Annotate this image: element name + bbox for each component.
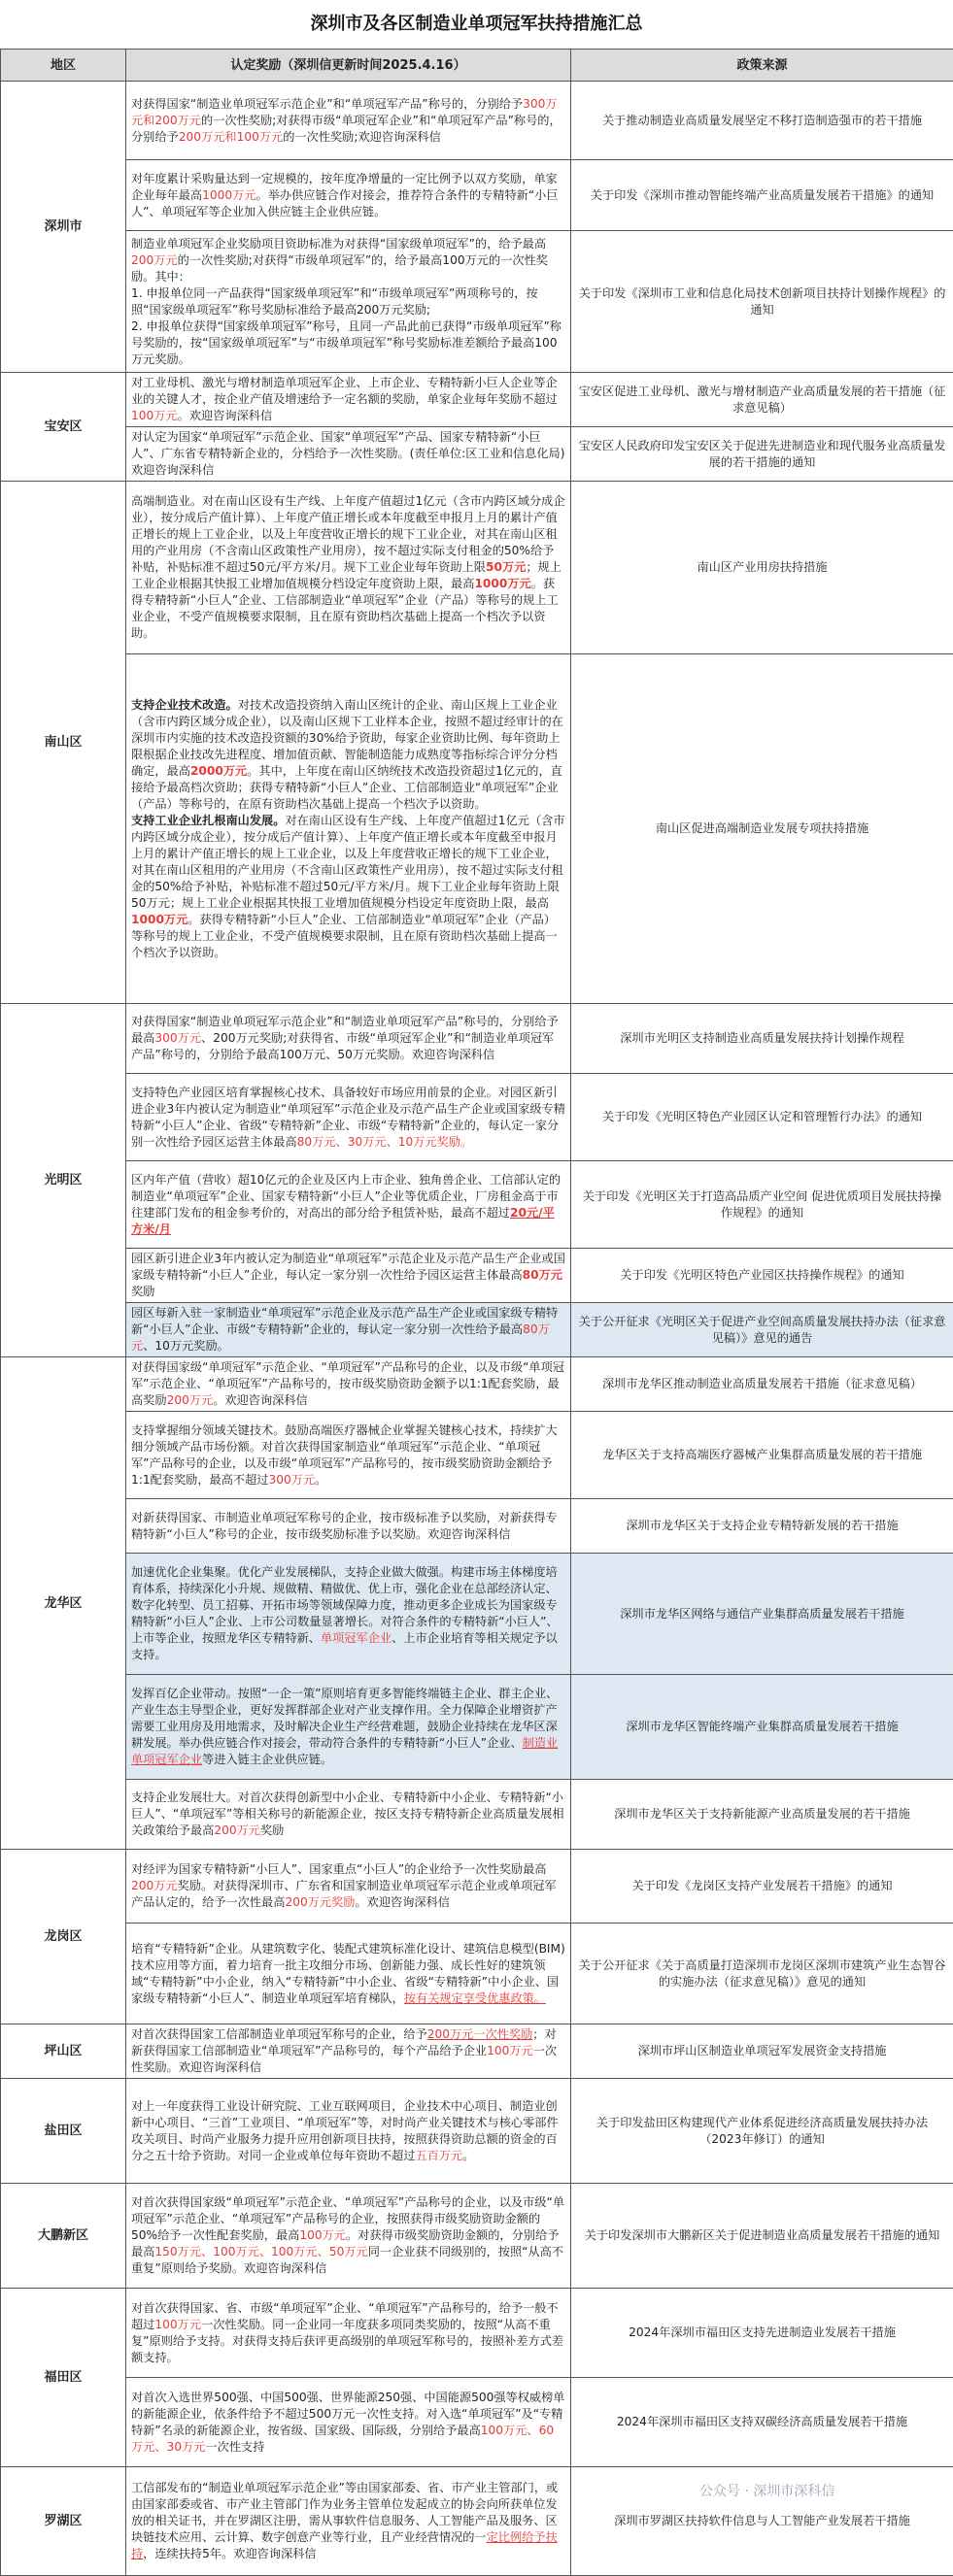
- award-cell: 培育“专精特新”企业。从建筑数字化、装配式建筑标准化设计、建筑信息模型(BIM)技术应用等方面，着力培育一批主攻细分市场、创新能力强、成长性好的建筑领域“专精特新”中小企业，纳入“专精特新”中小企业、省级“专精特新”中小企业、国家级专精特新“小巨人”、制造业单项冠军培育梯队，按有关规定享受优惠政策。: [126, 1924, 571, 2024]
- highlight-text: 100万元、60万元、30万元: [131, 2424, 554, 2454]
- highlight-text: 100万元: [299, 2228, 346, 2242]
- table-row: [1, 654, 953, 1004]
- policy-table: [0, 49, 953, 2576]
- header-award: 认定奖励（深圳信更新时间2025.4.16）: [126, 50, 571, 82]
- table-row: [1, 1412, 953, 1499]
- award-cell: 支持企业技术改造。对技术改造投资纳入南山区统计的企业、南山区规上工业企业（含市内跨区域分成企业），以及南山区规下工业样本企业，按照不超过经审计的在深圳市内实施的技术改造投资额的30%给予资助，每家企业资助比例、每年资助上限根据企业技改先进程度、增加值贡献、智能制造能力成熟度等指标综合评分分档确定，最高2000万元。其中，上年度在南山区纳统技术改造投资超过1亿元的，直接给予最高档次资助；获得专精特新“小巨人”企业、工信部制造业“单项冠军”企业（产品）等称号的，在原有资助档次基础上提高一个档次予以资助。 支持工业企业扎根南山发展。对在南山区设有生产线、上年度产值超过1亿元（含市内跨区域分成企业），按分成后产值计算）、上年度产值正增长或本年度截至申报月上月的累计产值正增长的规上工业企业，以及上年度营收正增长的规下工业企业，对其在南山区租用的产业用房（不含南山区政策性产业用房），按不超过实际支付租金的50%给予补贴，补贴标准不超过50元/平方米/月。规下工业企业每年资助上限50万元；规上工业企业根据其快报工业增加值规模分档设定年度资助上限，最高1000万元。获得专精特新“小巨人”企业、工信部制造业“单项冠军”企业（产品）等称号的规上工业企业，不受产值规模要求限制，且在原有资助档次基础上提高一个档次予以资助。: [126, 654, 571, 1004]
- award-cell: 对首次获得国家工信部制造业单项冠军称号的企业，给予200万元一次性奖励；对新获得国家工信部制造业“单项冠军”产品称号的，每个产品给予企业100万元一次性奖励。欢迎咨询深科信: [126, 2024, 571, 2079]
- source-cell: 关于印发《光明区特色产业园区认定和管理暂行办法》的通知: [571, 1074, 953, 1161]
- award-cell: 对经评为国家专精特新“小巨人”、国家重点“小巨人”的企业给予一次性奖励最高200万元奖励。对获得深圳市、广东省和国家制造业单项冠军示范企业或单项冠军产品认定的，给予一次性最高200万元奖励。欢迎咨询深科信: [126, 1850, 571, 1924]
- highlight-text: 单项冠军企业: [321, 1631, 391, 1645]
- region-cell-luohu: 罗湖区: [1, 2467, 126, 2576]
- award-cell: 对首次获得国家级“单项冠军”示范企业、“单项冠军”产品称号的企业，以及市级“单项冠军”示范企业、“单项冠军”产品称号的企业，按照获得市级奖励资助金额的50%给予一次性配套奖励，最高100万元。对获得市级奖励资助金额的，分别给予最高150万元、100万元、100万元、50万元同一企业获不同级别的，按照“从高不重复”原则给予奖励。欢迎咨询深科信: [126, 2184, 571, 2289]
- highlight-text: 300万元和200万元: [131, 97, 558, 127]
- header-source: 政策来源: [571, 50, 953, 82]
- highlight-text: 200万元: [214, 1823, 260, 1837]
- table-row: [1, 2079, 953, 2184]
- table-row: [1, 1850, 953, 1924]
- highlight-text: 支持企业技术改造。: [131, 698, 238, 712]
- source-cell: 2024年深圳市福田区支持先进制造业发展若干措施: [571, 2289, 953, 2378]
- table-row: [1, 160, 953, 231]
- highlight-text: 300万元: [154, 1031, 201, 1045]
- table-row: [1, 2289, 953, 2378]
- source-cell: 关于印发《深圳市工业和信息化局技术创新项目扶持计划操作规程》的通知: [571, 231, 953, 373]
- highlight-text: 300万元: [269, 1473, 316, 1487]
- table-row: [1, 82, 953, 160]
- award-cell: 园区新引进企业3年内被认定为制造业“单项冠军”示范企业及示范产品生产企业或国家级专精特新“小巨人”企业，每认定一家分别一次性给予园区运营主体最高80万元奖励: [126, 1249, 571, 1303]
- header-region: 地区: [1, 50, 126, 82]
- award-cell: 对首次入选世界500强、中国500强、世界能源250强、中国能源500强等权威榜单的新能源企业，依条件给予不超过500万元一次性支持。对入选“单项冠军”及“专精特新”名录的新能源企业，按省级、国家级、国际级，分别给予最高100万元、60万元、30万元一次性支持: [126, 2378, 571, 2467]
- award-cell: 加速优化企业集聚。优化产业发展梯队，支持企业做大做强。构建市场主体梯度培育体系，持续深化小升规、规做精、精做优、优上市，强化企业在总部经济认定、数字化转型、员工招募、开拓市场等领域保障力度，推动更多企业成长为国家级专精特新“小巨人”企业、上市公司数量显著增长。对符合条件的专精特新“小巨人”、上市等企业，按照龙华区专精特新、单项冠军企业、上市企业培育等相关规定予以支持。: [126, 1554, 571, 1675]
- highlight-text: 200万元: [131, 1879, 178, 1892]
- source-cell: 关于印发《光明区关于打造高品质产业空间 促进优质项目发展扶持操作规程》的通知: [571, 1161, 953, 1249]
- award-cell: 对认定为国家“单项冠军”示范企业、国家“单项冠军”产品、国家专精特新“小巨人”、广东省专精特新企业的，分档给予一次性奖励。(责任单位:区工业和信息化局) 欢迎咨询深科信: [126, 427, 571, 482]
- highlight-text: 20元/平方米/月: [131, 1206, 555, 1236]
- source-cell: 宝安区促进工业母机、激光与增材制造产业高质量发展的若干措施（征求意见稿）: [571, 373, 953, 427]
- award-cell: 园区每新入驻一家制造业“单项冠军”示范企业及示范产品生产企业或国家级专精特新“小巨人”企业、市级“专精特新”企业的，每认定一家分别一次性给予最高80万元、10万元奖励。: [126, 1303, 571, 1357]
- table-row: [1, 1004, 953, 1074]
- award-cell: 对获得国家“制造业单项冠军示范企业”和“制造业单项冠军产品”称号的，分别给予最高300万元、200万元奖励;对获得省、市级“单项冠军企业”和“制造业单项冠军产品”称号的，分别给予最高100万元、50万元奖励。欢迎咨询深科信: [126, 1004, 571, 1074]
- region-cell-dapeng: 大鹏新区: [1, 2184, 126, 2289]
- source-cell: 深圳市龙华区推动制造业高质量发展若干措施（征求意见稿）: [571, 1357, 953, 1412]
- source-cell: 关于印发《光明区特色产业园区扶持操作规程》的通知: [571, 1249, 953, 1303]
- highlight-text: 1000万元: [131, 913, 187, 926]
- highlight-text: 100万元: [154, 2318, 201, 2331]
- source-cell: 深圳市龙华区智能终端产业集群高质量发展若干措施: [571, 1675, 953, 1780]
- highlight-text: 2000万元: [190, 764, 247, 778]
- source-cell: 深圳市龙华区关于支持企业专精特新发展的若干措施: [571, 1499, 953, 1554]
- source-cell: 龙华区关于支持高端医疗器械产业集群高质量发展的若干措施: [571, 1412, 953, 1499]
- award-cell: 对首次获得国家、省、市级“单项冠军”企业、“单项冠军”产品称号的，给予一般不超过100万元一次性奖励。同一企业同一年度获多项同类奖励的，按照“从高不重复”原则给予支持。对获得支持后获评更高级别的单项冠军称号的，按照补差方式差额支持。: [126, 2289, 571, 2378]
- table-row: [1, 1161, 953, 1249]
- source-cell: 深圳市龙华区网络与通信产业集群高质量发展若干措施: [571, 1554, 953, 1675]
- highlight-text: 支持工业企业扎根南山发展。: [131, 814, 285, 827]
- award-cell: 支持企业发展壮大。对首次获得创新型中小企业、专精特新中小企业、专精特新“小巨人”、“单项冠军”等相关称号的新能源企业，按区支持专精特新企业高质量发展相关政策给予最高200万元奖励: [126, 1780, 571, 1850]
- highlight-text: 200万元和100万元: [179, 130, 283, 144]
- award-cell: 区内年产值（营收）超10亿元的企业及区内上市企业、独角兽企业、工信部认定的制造业“单项冠军”企业、国家专精特新“小巨人”企业等优质企业，厂房租金高于市往建部门发布的租金参考价的，对高出的部分给予租赁补贴，最高不超过20元/平方米/月: [126, 1161, 571, 1249]
- source-cell: 南山区促进高端制造业发展专项扶持措施: [571, 654, 953, 1004]
- table-row: [1, 1249, 953, 1303]
- highlight-text: 200万元奖励: [285, 1895, 355, 1909]
- table-row: [1, 1780, 953, 1850]
- region-cell-baoan: 宝安区: [1, 373, 126, 482]
- table-header-row: [1, 50, 953, 82]
- source-cell: 关于印发《深圳市推动智能终端产业高质量发展若干措施》的通知: [571, 160, 953, 231]
- source-cell: 关于公开征求《光明区关于促进产业空间高质量发展扶持办法（征求意见稿）》意见的通告: [571, 1303, 953, 1357]
- highlight-text: 50万元: [486, 560, 526, 574]
- source-cell: 关于印发《龙岗区支持产业发展若干措施》的通知: [571, 1850, 953, 1924]
- region-cell-longhua: 龙华区: [1, 1357, 126, 1850]
- table-row: [1, 373, 953, 427]
- award-cell: 工信部发布的“制造业单项冠军示范企业”等由国家部委、省、市产业主管部门，或由国家部委或省、市产业主管部门作为业务主管单位发起成立的协会向所获单位发放的相关证书，并在罗湖区注册，需从事软件信息服务、人工智能产品及服务、区块链技术应用、云计算、数字创意产业等行业，且产业经营情况的一定比例给予扶持，连续扶持5年。欢迎咨询深科信: [126, 2467, 571, 2576]
- award-cell: 对新获得国家、市制造业单项冠军称号的企业，按市级标准予以奖励，对新获得专精特新“小巨人”称号的企业，按市级奖励标准予以奖励。欢迎咨询深科信: [126, 1499, 571, 1554]
- table-row: [1, 1357, 953, 1412]
- table-row: [1, 1924, 953, 2024]
- table-row: [1, 2378, 953, 2467]
- table-body: [1, 82, 953, 2576]
- source-cell: 关于推动制造业高质量发展坚定不移打造制造强市的若干措施: [571, 82, 953, 160]
- highlight-text: 80万元、30万元、10万元奖励。: [297, 1135, 473, 1149]
- highlight-text: 200万元: [167, 1393, 214, 1407]
- award-cell: 对年度累计采购量达到一定规模的，按年度净增量的一定比例予以双方奖励，单家企业每年最高1000万元。举办供应链合作对接会，推荐符合条件的专精特新“小巨人”、单项冠军等企业加入供应链主企业供应链。: [126, 160, 571, 231]
- highlight-text: 1000万元: [202, 188, 255, 202]
- award-cell: 对获得国家“制造业单项冠军示范企业”和“单项冠军产品”称号的，分别给予300万元和200万元的一次性奖励;对获得市级“单项冠军企业”和“单项冠军产品”称号的，分别给予200万元和100万元的一次性奖励;欢迎咨询深科信: [126, 82, 571, 160]
- source-cell: 深圳市龙华区关于支持新能源产业高质量发展的若干措施: [571, 1780, 953, 1850]
- table-row: [1, 482, 953, 654]
- source-cell: 2024年深圳市福田区支持双碳经济高质量发展若干措施: [571, 2378, 953, 2467]
- highlight-text: 制造业单项冠军企业: [131, 1736, 558, 1766]
- source-cell: 关于印发深圳市大鹏新区关于促进制造业高质量发展若干措施的通知: [571, 2184, 953, 2289]
- highlight-text: 80万元: [131, 1322, 550, 1353]
- page-title: 深圳市及各区制造业单项冠军扶持措施汇总: [0, 0, 953, 49]
- award-cell: 高端制造业。对在南山区设有生产线、上年度产值超过1亿元（含市内跨区域分成企业），按分成后产值计算）、上年度产值正增长或本年度截至申报月上月的累计产值正增长的规上工业企业，以及上年度营收正增长的规下工业企业，对其在南山区租用的产业用房（不含南山区政策性产业用房），按不超过实际支付租金的50%给予补贴，补贴标准不超过50元/平方米/月。规下工业企业每年资助上限50万元；规上工业企业根据其快报工业增加值规模分档设定年度资助上限，最高1000万元。获得专精特新“小巨人”企业、工信部制造业“单项冠军”企业（产品）等称号的规上工业企业，不受产值规模要求限制，且在原有资助档次基础上提高一个档次予以资助。: [126, 482, 571, 654]
- highlight-text: 100万元: [487, 2044, 533, 2057]
- table-row: [1, 1303, 953, 1357]
- table-row: [1, 2024, 953, 2079]
- region-cell-yantian: 盐田区: [1, 2079, 126, 2184]
- highlight-text: 定比例给予扶持: [131, 2530, 558, 2560]
- source-cell: 宝安区人民政府印发宝安区关于促进先进制造业和现代服务业高质量发展的若干措施的通知: [571, 427, 953, 482]
- region-cell-longgang: 龙岗区: [1, 1850, 126, 2024]
- table-row: [1, 1499, 953, 1554]
- source-cell: 深圳市光明区支持制造业高质量发展扶持计划操作规程: [571, 1004, 953, 1074]
- highlight-text: 150万元、100万元、100万元、50万元: [154, 2245, 367, 2258]
- source-cell: 深圳市坪山区制造业单项冠军发展资金支持措施: [571, 2024, 953, 2079]
- award-cell: 对上一年度获得工业设计研究院、工业互联网项目，企业技术中心项目、制造业创新中心项目、“三首”工业项目、“单项冠军”等，对时尚产业关键技术与核心零部件攻关项目、时尚产业服务力提升应用创新项目扶持，按照获得资助总额的资金的百分之五十给予资助。对同一企业或单位每年资助不超过五百万元。: [126, 2079, 571, 2184]
- award-cell: 对工业母机、激光与增材制造单项冠军企业、上市企业、专精特新小巨人企业等企业的关键人才，按企业产值及增速给予一定名额的奖励，单家企业每年奖励不超过100万元。欢迎咨询深科信: [126, 373, 571, 427]
- award-cell: 制造业单项冠军企业奖励项目资助标准为对获得“国家级单项冠军”的，给予最高200万元的一次性奖励;对获得“市级单项冠军”的，给予最高100万元的一次性奖励。其中： 1. 申报单位同一产品获得“国家级单项冠军”和“市级单项冠军”两项称号的，按照“国家级单项冠军”称号奖励标准给予最高200万元奖励; 2. 申报单位获得“国家级单项冠军”称号，且同一产品此前已获得“市级单项冠军”称号奖励的，按“国家级单项冠军”与“市级单项冠军”称号奖励标准差额给予最高100万元奖励。: [126, 231, 571, 373]
- region-cell-guangming: 光明区: [1, 1004, 126, 1357]
- region-cell-futian: 福田区: [1, 2289, 126, 2467]
- table-row: [1, 1554, 953, 1675]
- table-row: [1, 231, 953, 373]
- source-cell: 深圳市罗湖区扶持软件信息与人工智能产业发展若干措施: [571, 2467, 953, 2576]
- source-cell: 南山区产业用房扶持措施: [571, 482, 953, 654]
- award-cell: 支持掌握细分领域关键技术。鼓励高端医疗器械企业掌握关键核心技术，持续扩大细分领域产品市场份额。对首次获得国家制造业“单项冠军”示范企业、“单项冠军”产品称号的企业，以及市级“单项冠军”产品称号的，按市级奖励资助金额给予1:1配套奖励，最高不超过300万元。: [126, 1412, 571, 1499]
- highlight-text: 100万元: [131, 409, 178, 422]
- region-cell-shenzhen: 深圳市: [1, 82, 126, 373]
- highlight-text: 200万元: [131, 253, 178, 267]
- award-cell: 发挥百亿企业带动。按照“一企一策”原则培育更多智能终端链主企业、群主企业、产业生态主导型企业，更好发挥群部企业对产业支撑作用。全力保障企业增资扩产需要工业用房及用地需求，及时解决企业生产经营难题，鼓励企业持续在龙华区深耕发展。举办供应链合作对接会，带动符合条件的专精特新“小巨人”企业、制造业单项冠军企业等进入链主企业供应链。: [126, 1675, 571, 1780]
- region-cell-nanshan: 南山区: [1, 482, 126, 1004]
- watermark-text: 公众号 · 深圳市深科信: [699, 2481, 834, 2500]
- highlight-text: 80万元: [523, 1268, 562, 1282]
- highlight-text: 按有关规定享受优惠政策。: [404, 1991, 546, 2005]
- award-cell: 对获得国家级“单项冠军”示范企业、“单项冠军”产品称号的企业，以及市级“单项冠军”示范企业、“单项冠军”产品称号的，按市级奖励资助金额予以1:1配套奖励，最高奖励200万元。欢迎咨询深科信: [126, 1357, 571, 1412]
- award-cell: 支持特色产业园区培育掌握核心技术、具备较好市场应用前景的企业。对园区新引进企业3年内被认定为制造业“单项冠军”示范企业及示范产品生产企业或国家级专精特新“小巨人”企业、省级“专精特新”企业、市级“专精特新”企业的，每认定一家分别一次性给予园区运营主体最高80万元、30万元、10万元奖励。: [126, 1074, 571, 1161]
- highlight-text: 1000万元: [474, 577, 530, 590]
- table-row: [1, 2184, 953, 2289]
- table-row: [1, 1675, 953, 1780]
- source-cell: 关于印发盐田区构建现代产业体系促进经济高质量发展扶持办法（2023年修订）的通知: [571, 2079, 953, 2184]
- table-row: [1, 427, 953, 482]
- table-row: [1, 1074, 953, 1161]
- highlight-text: 五百万元: [416, 2149, 463, 2162]
- region-cell-pingshan: 坪山区: [1, 2024, 126, 2079]
- highlight-text: 200万元一次性奖励: [427, 2027, 533, 2041]
- source-cell: 关于公开征求《关于高质量打造深圳市龙岗区深圳市建筑产业生态智谷的实施办法（征求意见稿）》意见的通知: [571, 1924, 953, 2024]
